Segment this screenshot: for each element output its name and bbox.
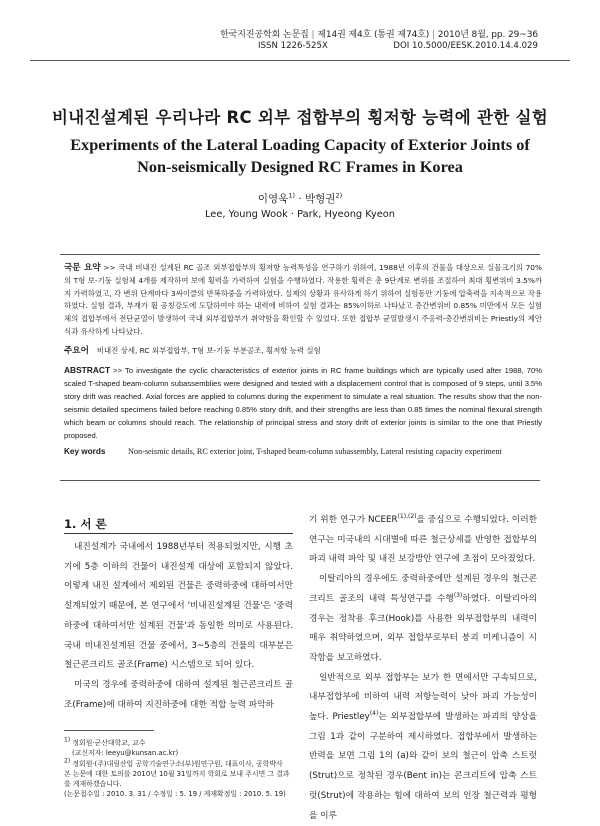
title-english xyxy=(70,134,530,178)
section-heading: 1. 서 론 xyxy=(64,517,107,531)
footnote-marker: 1) xyxy=(64,736,71,744)
footnote-1 xyxy=(64,738,293,748)
journal-name: 한국지진공학회 논문집 xyxy=(220,30,309,40)
paragraph-text: 을 중심으로 수행되었다. 이러한 연구는 미국내의 시대별에 따른 철근상세를 반영한 접합부의 파괴 내력 파악 및 내진 보강방안 연구에 초점이 모아졌었다. xyxy=(309,515,537,565)
footnote-2 xyxy=(64,759,293,769)
abstract-korean-text: >> 국내 비내진 설계된 RC 골조 외부접합부의 횡저항 능력특성을 연구하기 위하여, 1988년 이후의 건물을 대상으로 실물크기의 70%의 T형 보-기둥 실험체 4개를 제작하여 보에 횡력을 가력하여 실험을 수행하였다. 작용한 횡력은 총 9단계로 변위를 조절하여 최대 횡변위비 3.5%까지 가력하였고, 각 변위 단계마다 3싸이클의 반복하중을 가력하였다. 실제의 상황과 유사하게 하기 위하여 실험동안 기둥에 압축력을 지속적으로 작용하였다. 실험 결과, 부재가 휨 공칭강도에 도달하여야 하는 내력에 비하여 실험 결과는 85%이하로 나타났고 층간변위비 0.85% 미만에서 모든 실험체의 접합부에서 전단균열이 발생하여 국내 외부접합부가 취약함을 확인할 수 있었다. 또한 접합부 균열발생시 주응력-층간변위비는 Priestly의 제안식과 유사하게 나타났다. xyxy=(64,263,543,336)
keywords-korean xyxy=(64,344,542,356)
footnote-text: 정회원·(주)대림산업 공학기술연구소(부)원연구원, 대표이사, 공학박사 xyxy=(72,759,283,768)
discussion-note: 본 논문에 대한 토의를 2010년 10월 31일까지 학회로 보내 주시면 그 결과를 게재하겠습니다. xyxy=(64,769,290,789)
footnote-marker: 2) xyxy=(64,757,71,765)
doi: DOI 10.5000/EESK.2010.14.4.029 xyxy=(393,41,538,51)
paragraph xyxy=(309,570,537,669)
author1-sup: 1) xyxy=(288,191,295,200)
authors-english: Lee, Young Wook · Park, Hyeong Kyeon xyxy=(205,209,395,220)
journal-meta xyxy=(258,41,538,51)
abstract-korean xyxy=(64,262,542,339)
author1-name: 이영욱 xyxy=(257,193,289,205)
abstract-english xyxy=(64,364,542,442)
title-english-line2: Non-seismically Designed RC Frames in Korea xyxy=(137,157,463,176)
citation: (4) xyxy=(369,710,379,718)
paragraph-text: 는 외부접합부에 발생하는 파괴의 양상을 그림 1과 같이 구분하여 제시하였다. 접합부에서 발생하는 반력을 보면 그림 1의 (a)와 같이 보의 철근이 압축 스트럿(Strut)으로 정착된 경우(Bent in)는 콘크리트에 압축 스트럿(Strut)에 작용하는 힘에 대하여 보의 인장 철근력과 평형을 이루 xyxy=(309,712,537,821)
journal-header: 한국지진공학회 논문집 | 제14권 제4호 (통권 제74호) | 2010년 8월, pp. 29~36 xyxy=(220,30,538,40)
keywords-english xyxy=(64,446,542,459)
footnote-1-contact: (교신저자: leeyu@kunsan.ac.kr) xyxy=(72,749,179,758)
section-heading-rule xyxy=(64,533,293,534)
footnote-text: 정회원·군산대학교, 교수 xyxy=(72,739,146,747)
author-separator: · xyxy=(294,193,305,205)
abstract-korean-label: 국문 요약 xyxy=(64,263,101,273)
abstract-bottom-rule xyxy=(60,480,540,481)
author2-name: 박형권 xyxy=(305,193,336,205)
author2-sup: 2) xyxy=(335,191,343,200)
journal-date: 2010년 8월, pp. 29~36 xyxy=(437,30,538,40)
footnote-rule xyxy=(64,730,154,731)
paragraph-text: 기 위한 연구가 NCEER xyxy=(309,515,398,525)
paragraph-text: 하였다. 이탈리아의 경우는 정착용 후크(Hook)를 사용한 외부접합부의 내력이 매우 취약하였으며, 외부 접합부로부터 붕괴 미케니즘이 시작함을 보고하였다. xyxy=(309,593,537,663)
authors-korean xyxy=(0,191,600,206)
citation: (3) xyxy=(453,591,463,599)
header-rule xyxy=(30,60,570,61)
abstract-english-label: ABSTRACT xyxy=(64,365,111,375)
paragraph-text: 일반적으로 외부 접합부는 보가 한 면에서만 구속되므로, 내부접합부에 비하여 내력 저항능력이 낮아 파괴 가능성이 높다. Priestley xyxy=(309,672,537,723)
citation: (1),(2) xyxy=(397,513,417,521)
abstract-top-rule xyxy=(60,254,540,255)
left-column xyxy=(64,538,293,715)
paragraph: 미국의 경우에 중력하중에 대하여 설계된 철근콘크리트 골조(Frame)에 대하여 지진하중에 대한 적합 능력 파악하 xyxy=(64,679,293,710)
paragraph xyxy=(309,669,537,826)
paragraph: 내진설계가 국내에서 1988년부터 적용되었지만, 시행 초기에 5층 이하의 건물이 내진설계 대상에 포함되지 않았다. 이렇게 내진 설계에서 제외된 건물은 중력하중에 대하여서만 설계되었기 때문에, 본 연구에서 '비내진설계된 건물'은 '중력하중에 대하여서만 설계된 건물'과 동일한 의미로 사용된다. 국내 비내진설계된 건물 중에서, 3~5층의 건물의 대부분은 철근콘크리트 골조(Frame) 시스템으로 되어 있다. xyxy=(64,542,293,671)
issn: ISSN 1226-525X xyxy=(258,41,328,51)
paragraph xyxy=(309,511,537,570)
submission-dates: (논문접수일 : 2010. 3. 31 / 수정일 : 5. 19 / 게재확정일 : 2010. 5. 19) xyxy=(64,790,286,799)
keywords-english-label: Key words xyxy=(64,447,106,456)
journal-volume: 제14권 제4호 (통권 제74호) xyxy=(317,30,430,40)
keywords-english-text: Non-seismic details, RC exterior joint, T-shaped beam-column subassembly, Lateral resisting capacity experiment xyxy=(128,447,502,456)
keywords-korean-label: 주요어 xyxy=(64,346,89,356)
footnotes xyxy=(64,738,293,800)
paragraph-text: 이탈리아의 경우에도 중력하중에만 설계된 경우의 철근콘크리트 골조의 내력 특성연구를 수행 xyxy=(309,574,537,604)
keywords-korean-text: 비내진 상세, RC 외부접합부, T형 보-기둥 부분골조, 횡저항 능력 실험 xyxy=(96,346,321,355)
right-column xyxy=(309,511,537,826)
title-korean: 비내진설계된 우리나라 RC 외부 접합부의 횡저항 능력에 관한 실험 xyxy=(52,108,548,127)
abstract-english-text: >> To investigate the cyclic characteristics of exterior joints in RC frame buildings which are typically used after 1988, 70% scaled T-shaped beam-column subassemblies were designed and tested with a displacement control that is composed of 9 steps, until 3.5% story drift was reached. Axial forces are applied to columns during the experiment to simulate a real situation. The results show that the non-seismic detailed specimens failed before reaching 0.85% story drift, and their strengths are less than 0.85 times the nominal flexural strength which beam or columns should reach. The relationship of principal stress and story drift of exterior joints is similar to the one that Priestly proposed. xyxy=(64,366,542,440)
title-english-line1: Experiments of the Lateral Loading Capacity of Exterior Joints of xyxy=(70,135,530,154)
